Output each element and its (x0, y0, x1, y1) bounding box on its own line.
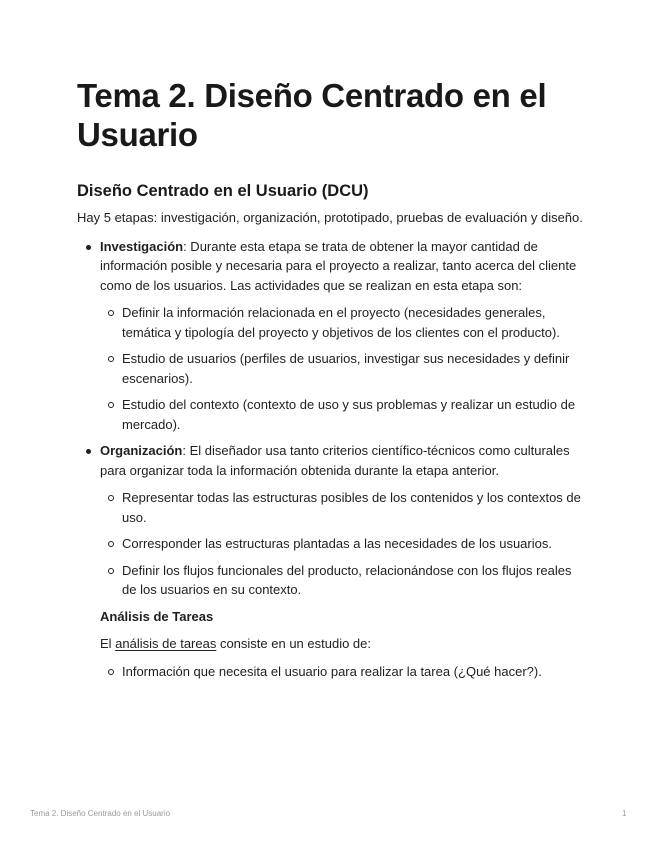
list-item: Corresponder las estructuras plantadas a las necesidades de los usuarios. (100, 534, 587, 554)
stages-list (77, 237, 587, 682)
list-item: Definir la información relacionada en el proyecto (necesidades generales, temática y tipología del proyecto y objetivos de los clientes con el producto). (100, 303, 587, 342)
sub-list (100, 662, 587, 682)
sub-list (100, 303, 587, 434)
subsection-intro (100, 634, 587, 654)
stage-item-investigacion (77, 237, 587, 435)
section-heading: Diseño Centrado en el Usuario (DCU) (77, 182, 369, 200)
page-number: 1 (622, 809, 627, 818)
list-item: Representar todas las estructuras posibles de los contenidos y los contextos de uso. (100, 488, 587, 527)
list-item: Estudio del contexto (contexto de uso y sus problemas y realizar un estudio de mercado). (100, 395, 587, 434)
intro-paragraph: Hay 5 etapas: investigación, organización, prototipado, pruebas de evaluación y diseño. (77, 210, 583, 225)
intro-suffix: consiste en un estudio de: (216, 636, 372, 651)
list-item: Información que necesita el usuario para realizar la tarea (¿Qué hacer?). (100, 662, 587, 682)
list-item: Definir los flujos funcionales del producto, relacionándose con los flujos reales de los usuarios en su contexto. (100, 561, 587, 600)
page-title: Tema 2. Diseño Centrado en el Usuario (77, 77, 547, 153)
intro-prefix: El (100, 636, 116, 651)
document-page (77, 76, 587, 688)
analysis-link[interactable]: análisis de tareas (115, 636, 217, 651)
stage-text: : Durante esta etapa se trata de obtener la mayor cantidad de información posible y necesaria para el proyecto a realizar, tanto acerca del cliente como de los usuarios. Las actividades que se realizan en esta etapa son: (100, 238, 577, 293)
footer-title: Tema 2. Diseño Centrado en el Usuario (30, 809, 171, 818)
stage-text: : El diseñador usa tanto criterios científico-técnicos como culturales para organizar toda la información obtenida durante la etapa anterior. (100, 443, 570, 478)
stage-label: Investigación (100, 238, 184, 254)
list-item: Estudio de usuarios (perfiles de usuarios, investigar sus necesidades y definir escenarios). (100, 349, 587, 388)
stage-item-organizacion (77, 441, 587, 681)
stage-label: Organización (100, 443, 183, 458)
sub-list (100, 488, 587, 600)
subsection-heading: Análisis de Tareas (100, 608, 214, 624)
